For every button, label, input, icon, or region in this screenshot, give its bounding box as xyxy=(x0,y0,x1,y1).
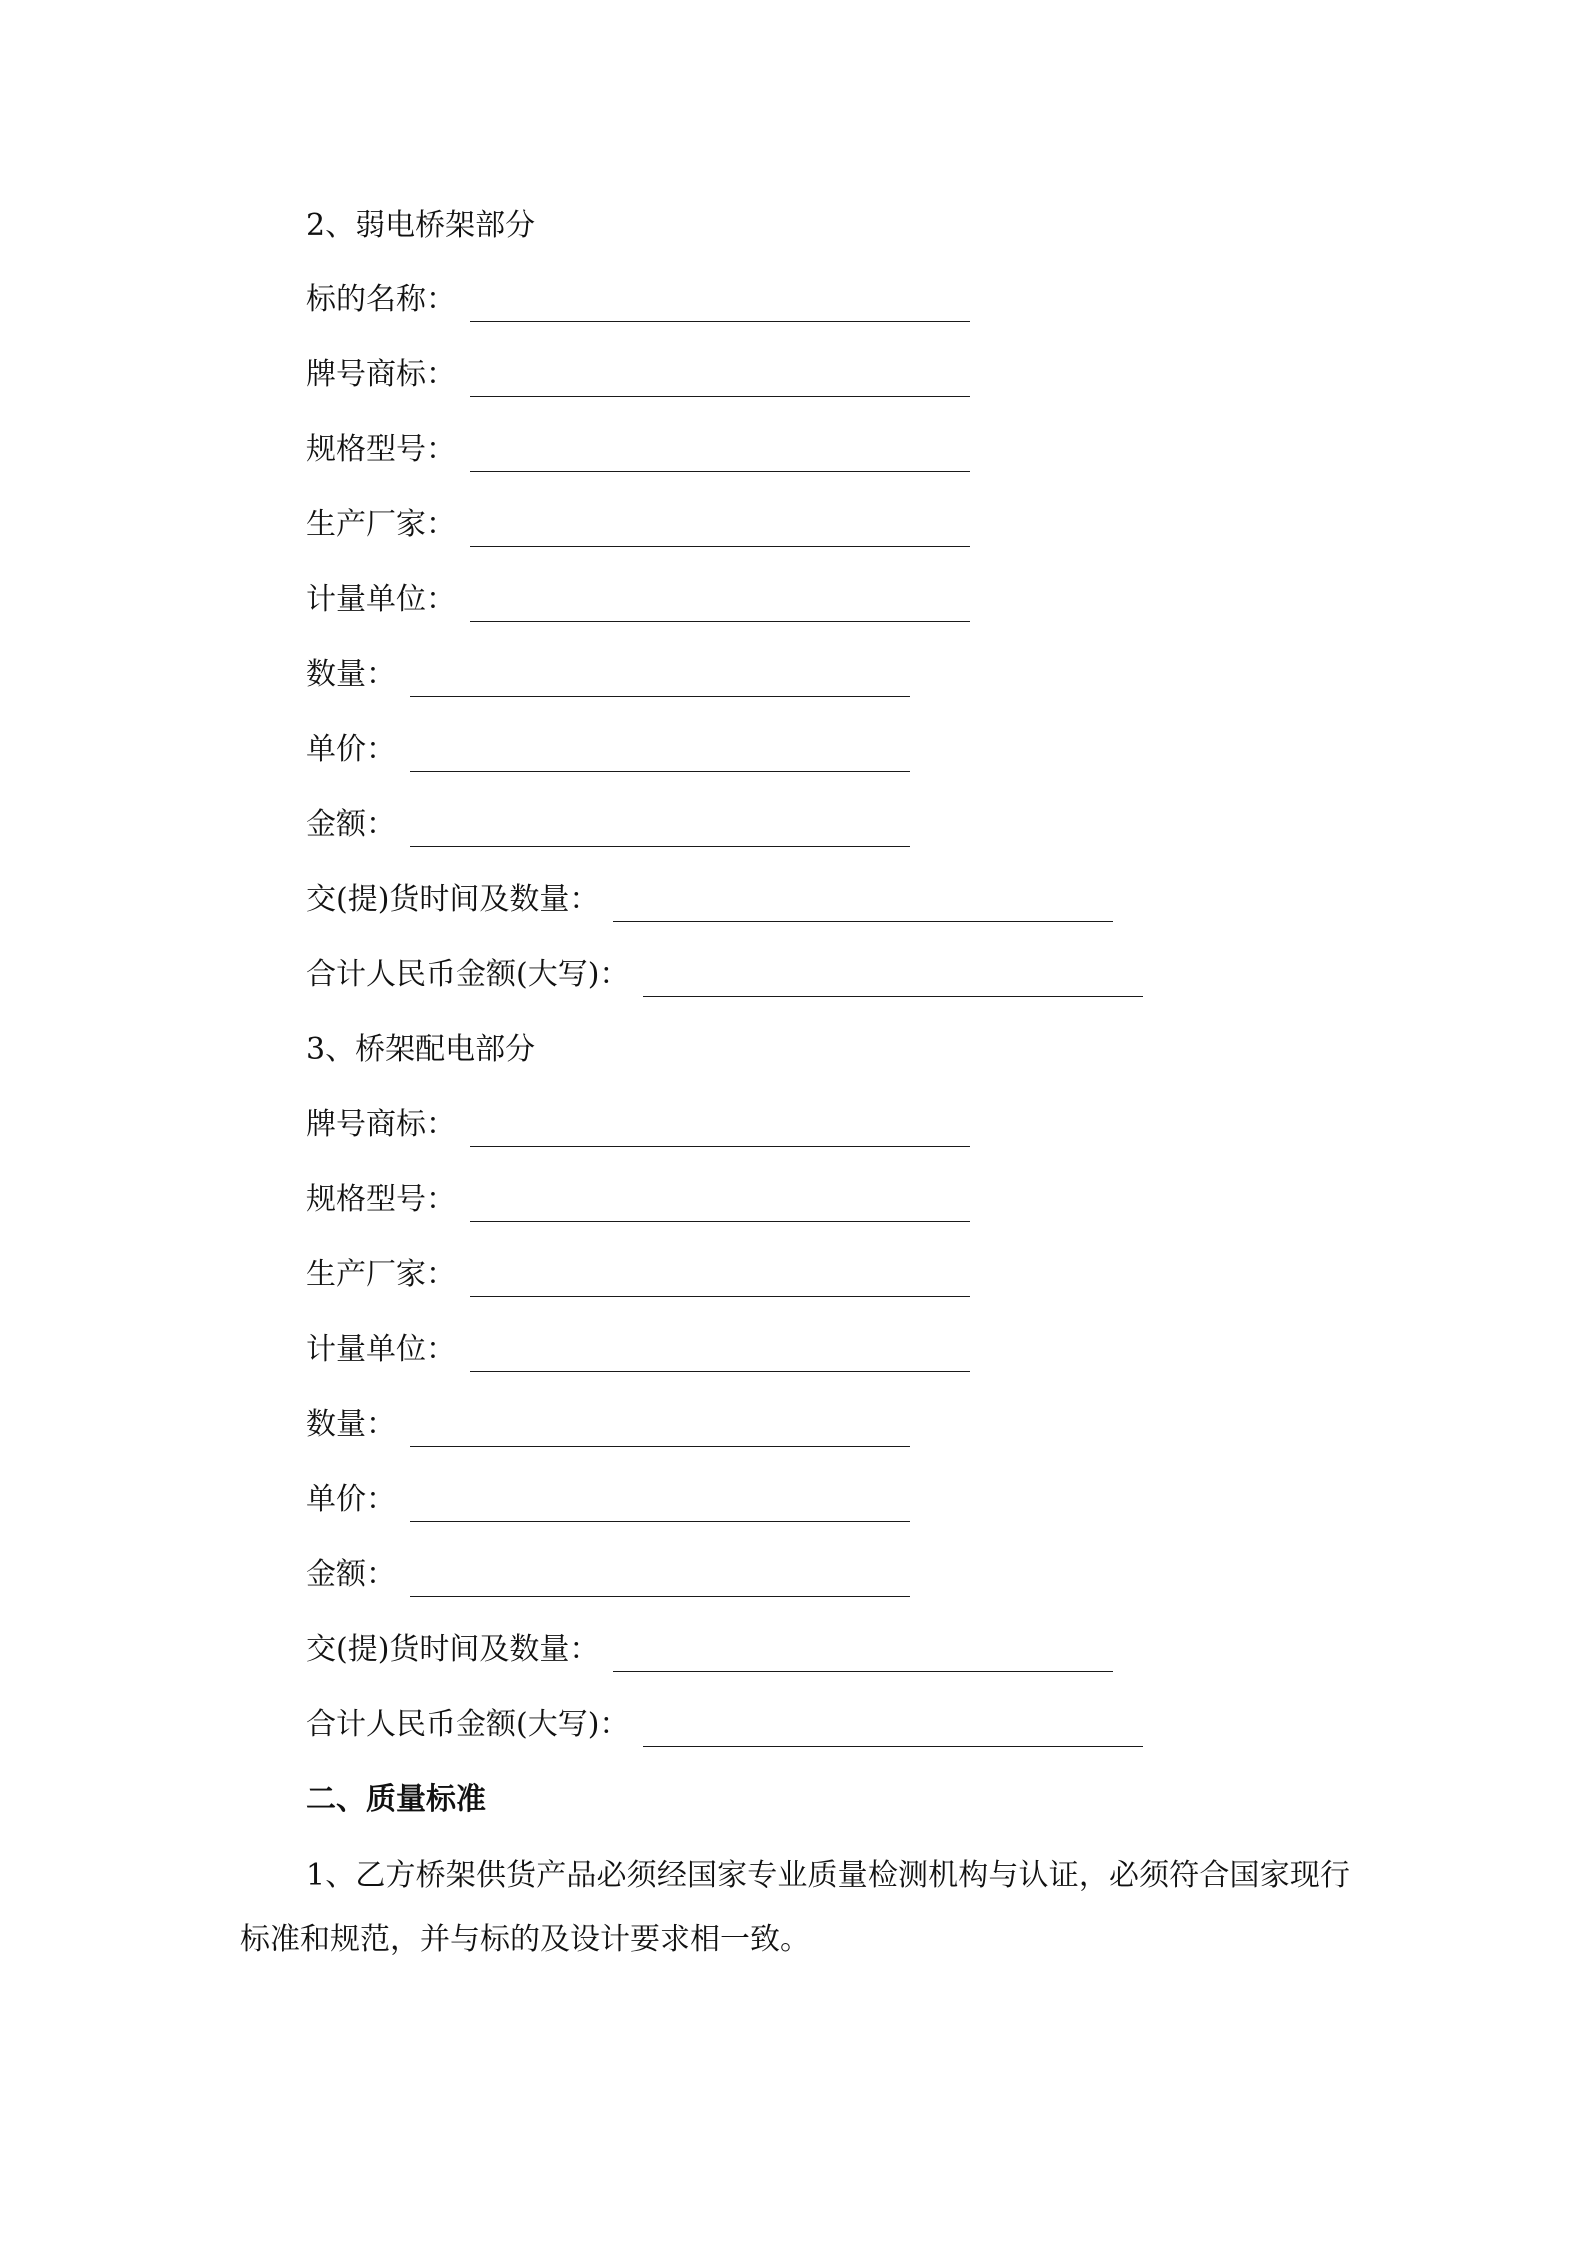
form-field-row xyxy=(306,1628,1113,1672)
form-field-row xyxy=(306,878,1113,922)
fill-in-blank[interactable] xyxy=(613,1637,1113,1672)
fill-in-blank[interactable] xyxy=(470,1187,970,1222)
fill-in-blank[interactable] xyxy=(613,887,1113,922)
form-field-row xyxy=(306,953,1143,997)
form-field-row xyxy=(306,1253,970,1297)
fill-in-blank[interactable] xyxy=(470,437,970,472)
fill-in-blank[interactable] xyxy=(470,512,970,547)
field-label: 规格型号： xyxy=(306,1182,456,1217)
fill-in-blank[interactable] xyxy=(643,1712,1143,1747)
form-field-row xyxy=(306,1403,910,1447)
form-field-row xyxy=(306,1703,1143,1747)
fill-in-blank[interactable] xyxy=(410,737,910,772)
field-label: 计量单位： xyxy=(306,582,456,617)
field-label: 数量： xyxy=(306,657,396,692)
fill-in-blank[interactable] xyxy=(470,1262,970,1297)
quality-paragraph: 1、乙方桥架供货产品必须经国家专业质量检测机构与认证，必须符合国家现行标准和规范，并与标的及设计要求相一致。 xyxy=(240,1858,1350,1957)
field-label: 标的名称： xyxy=(306,282,456,317)
fill-in-blank[interactable] xyxy=(643,962,1143,997)
fill-in-blank[interactable] xyxy=(470,1112,970,1147)
field-label: 合计人民币金额(大写)： xyxy=(306,957,630,992)
field-label: 交(提)货时间及数量： xyxy=(306,882,600,917)
fill-in-blank[interactable] xyxy=(410,1562,910,1597)
form-field-row xyxy=(306,278,970,322)
form-field-row xyxy=(306,803,910,847)
form-field-row xyxy=(306,1178,970,1222)
quality-heading: 二、质量标准 xyxy=(306,1782,486,1817)
fill-in-blank[interactable] xyxy=(470,287,970,322)
field-label: 单价： xyxy=(306,1482,396,1517)
form-field-row xyxy=(306,1103,970,1147)
field-label: 计量单位： xyxy=(306,1332,456,1367)
form-field-row xyxy=(306,1328,970,1372)
form-field-row xyxy=(306,728,910,772)
fill-in-blank[interactable] xyxy=(410,662,910,697)
fill-in-blank[interactable] xyxy=(470,362,970,397)
fill-in-blank[interactable] xyxy=(410,812,910,847)
form-field-row xyxy=(306,428,970,472)
field-label: 生产厂家： xyxy=(306,1257,456,1292)
field-label: 金额： xyxy=(306,1557,396,1592)
form-field-row xyxy=(306,653,910,697)
form-field-row xyxy=(306,1553,910,1597)
field-label: 单价： xyxy=(306,732,396,767)
field-label: 生产厂家： xyxy=(306,507,456,542)
fill-in-blank[interactable] xyxy=(470,1337,970,1372)
form-field-row xyxy=(306,503,970,547)
section-heading: 2、弱电桥架部分 xyxy=(306,208,536,243)
field-label: 数量： xyxy=(306,1407,396,1442)
field-label: 金额： xyxy=(306,807,396,842)
fill-in-blank[interactable] xyxy=(410,1412,910,1447)
form-field-row xyxy=(306,353,970,397)
field-label: 牌号商标： xyxy=(306,1107,456,1142)
section-heading: 3、桥架配电部分 xyxy=(306,1032,536,1067)
field-label: 牌号商标： xyxy=(306,357,456,392)
field-label: 合计人民币金额(大写)： xyxy=(306,1707,630,1742)
form-field-row xyxy=(306,1478,910,1522)
fill-in-blank[interactable] xyxy=(410,1487,910,1522)
form-field-row xyxy=(306,578,970,622)
field-label: 规格型号： xyxy=(306,432,456,467)
field-label: 交(提)货时间及数量： xyxy=(306,1632,600,1667)
fill-in-blank[interactable] xyxy=(470,587,970,622)
